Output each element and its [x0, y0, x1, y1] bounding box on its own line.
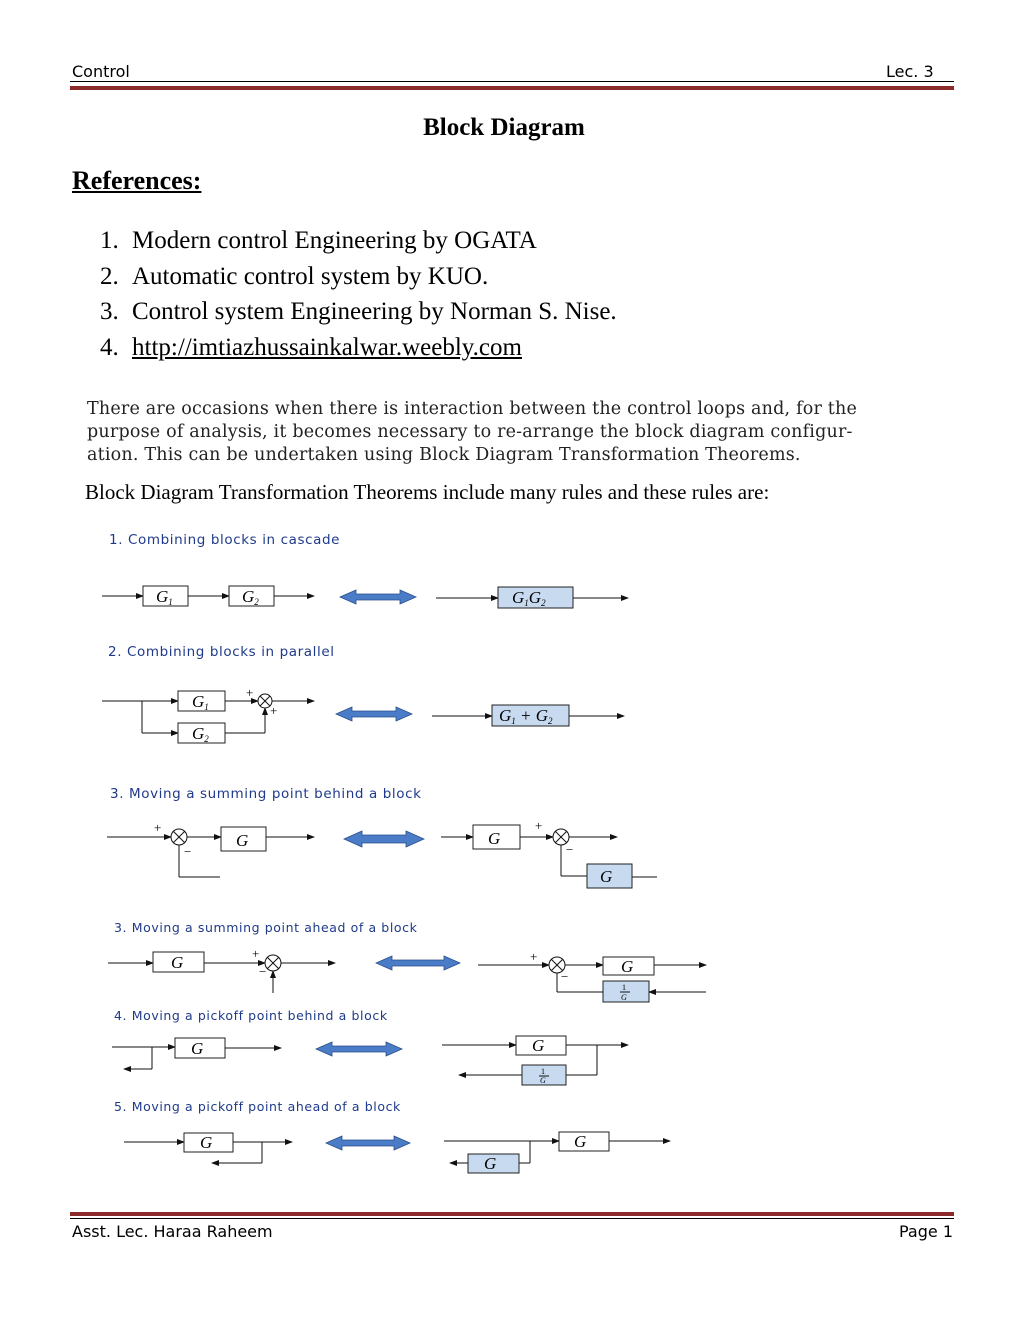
- svg-text:−: −: [259, 964, 267, 979]
- diagram-pickoff-behind: [112, 1036, 628, 1085]
- svg-text:G: G: [574, 1132, 587, 1151]
- diagram-parallel: [102, 685, 624, 744]
- reference-item: 1. Modern control Engineering by OGATA: [100, 227, 537, 254]
- diagram-cascade: [102, 586, 628, 608]
- svg-text:+: +: [252, 946, 260, 961]
- rule-title-sum-behind: 3. Moving a summing point behind a block: [110, 786, 422, 802]
- svg-text:G: G: [532, 1036, 545, 1055]
- svg-text:G1G2: G1G2: [512, 588, 546, 608]
- svg-text:G: G: [484, 1154, 497, 1173]
- rule-title-sum-ahead: 3. Moving a summing point ahead of a block: [114, 920, 418, 935]
- rules-intro: Block Diagram Transformation Theorems include many rules and these rules are:: [85, 480, 770, 504]
- diagram-pickoff-ahead: [124, 1132, 670, 1173]
- svg-text:G1 + G2: G1 + G2: [499, 706, 553, 726]
- header-lecture: Lec. 3: [886, 62, 934, 81]
- header-course: Control: [72, 62, 130, 81]
- svg-text:G1: G1: [192, 692, 209, 712]
- equivalence-arrow: [344, 831, 424, 847]
- references-heading: References:: [72, 166, 202, 195]
- rule-title-pickoff-ahead: 5. Moving a pickoff point ahead of a block: [114, 1099, 401, 1114]
- svg-text:G: G: [191, 1039, 204, 1058]
- page-title: Block Diagram: [423, 114, 585, 141]
- reference-item: 3. Control system Engineering by Norman S. Nise.: [100, 298, 617, 325]
- svg-text:+: +: [530, 949, 538, 964]
- svg-text:G: G: [488, 829, 501, 848]
- footer-page-number: Page 1: [899, 1222, 953, 1241]
- svg-text:+: +: [535, 818, 543, 833]
- rule-title-pickoff-behind: 4. Moving a pickoff point behind a block: [114, 1008, 388, 1023]
- equivalence-arrow: [376, 956, 460, 970]
- equivalence-arrow: [326, 1136, 410, 1150]
- reference-item: 4. http://imtiazhussainkalwar.weebly.com: [100, 333, 522, 361]
- svg-text:+: +: [270, 703, 278, 718]
- svg-text:G2: G2: [242, 587, 259, 607]
- svg-text:G2: G2: [192, 724, 209, 744]
- reference-link[interactable]: http://imtiazhussainkalwar.weebly.com: [132, 333, 522, 361]
- svg-text:−: −: [566, 842, 574, 857]
- rule-title-parallel: 2. Combining blocks in parallel: [108, 644, 335, 660]
- diagram-sum-behind: [107, 818, 657, 888]
- rule-title-cascade: 1. Combining blocks in cascade: [109, 532, 341, 548]
- svg-text:G1: G1: [156, 587, 173, 607]
- equivalence-arrow: [340, 590, 416, 604]
- footer-author: Asst. Lec. Haraa Raheem: [72, 1222, 273, 1241]
- svg-text:1: 1: [622, 983, 626, 992]
- intro-paragraph: There are occasions when there is interaction between the control loops and, for the purpose of analysis, it becomes necessary to re-arrange the block diagram configur- ation. This can be undertaken using Block Diagram Transformation Theorems.: [87, 399, 858, 465]
- footer-rule-thick: [70, 1212, 954, 1216]
- svg-text:1: 1: [541, 1067, 545, 1076]
- svg-text:G: G: [236, 831, 249, 850]
- footer-rule-thin: [70, 1218, 954, 1219]
- svg-text:−: −: [184, 844, 192, 859]
- reference-item: 2. Automatic control system by KUO.: [100, 262, 489, 290]
- equivalence-arrow: [336, 707, 412, 721]
- svg-text:G: G: [200, 1133, 213, 1152]
- equivalence-arrow: [316, 1042, 402, 1056]
- svg-text:G: G: [621, 993, 627, 1002]
- svg-text:+: +: [246, 685, 254, 700]
- svg-text:G: G: [540, 1076, 546, 1085]
- svg-text:−: −: [561, 969, 569, 984]
- svg-text:+: +: [154, 820, 162, 835]
- svg-text:G: G: [621, 957, 634, 976]
- svg-text:G: G: [171, 953, 184, 972]
- diagram-sum-ahead: [108, 946, 706, 1002]
- svg-text:G: G: [600, 867, 613, 886]
